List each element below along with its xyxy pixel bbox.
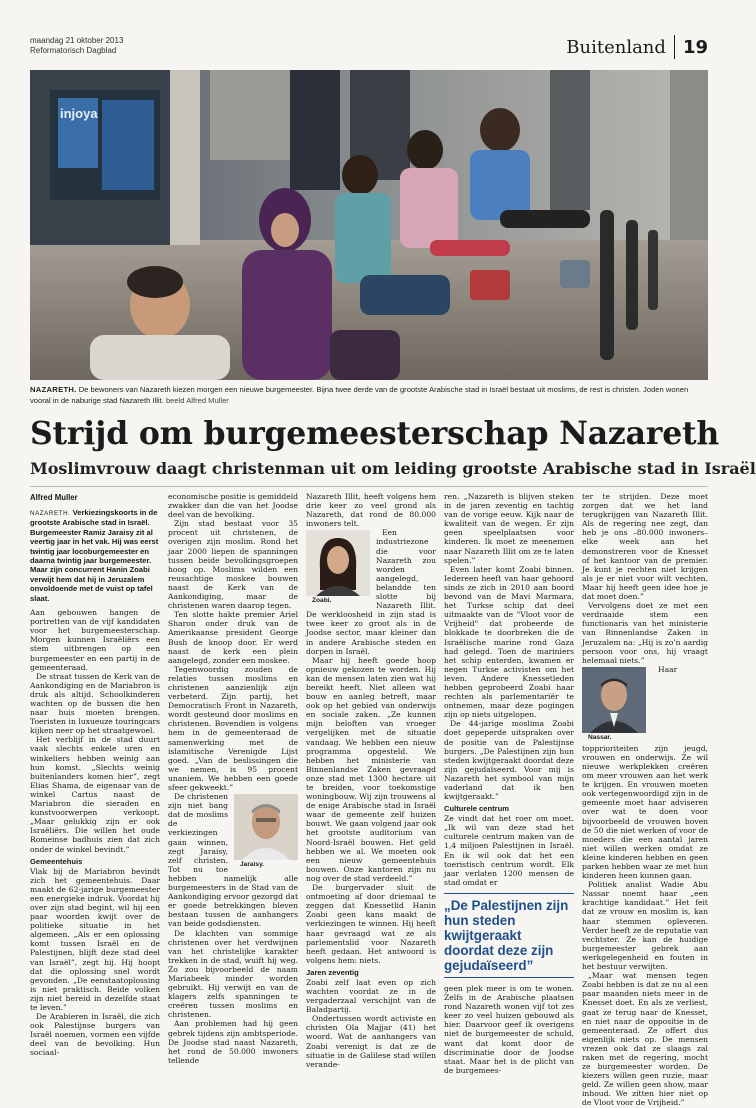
paragraph: Politiek analist Wadie Abu Nassar noemt haar „een krachtige kandidaat.” Het feit dat ze vrouw en moslim is, kan haar stemmen opleveren. Verder heeft ze de reputatie van vechtster. Ze kan de huidige burgemeester gebrek aan werkgelegenheid en fouten in het bestuur verwijten. <box>582 880 708 972</box>
article-column-3 <box>306 492 436 1069</box>
photo-caption <box>30 384 708 406</box>
paragraph: Het verblijf in de stad duurt vaak slechts enkele uren en winkeliers hebben weinig aan hun komst. „Slechts weinig buitenlanders komen hier”, zegt Elias Shama, de eigenaar van de winkel Cartus naast de Mariabron die sieraden en kunstvoorwerpen verkoopt. „Maar gelukkig zijn er ook Israëliërs. Die willen het oude Romeinse badhuis zien dat zich onder de winkel bevindt.” <box>30 735 160 854</box>
lead-text: Verkiezingskoorts in de grootste Arabische stad in Israël. Burgemeester Ramiz Jaraisy zit al veertig jaar in het vak. Hij was eerst twintig jaar locoburgemeester en daarna twintig jaar burgemeester. Maar zijn concurrent Hanin Zoabi verwijt hem dat hij in Jeruzalem onvoldoende met de vuist op tafel slaat. <box>30 508 159 603</box>
byline: Alfred Muller <box>30 493 78 502</box>
paragraph: Vervolgens doet ze met een verdraaide stem een functionaris van het ministerie van Binnenlandse Zaken in Jeruzalem na: „Hij is zo’n aardig persoon voor ons, hij vraagt helemaal niets.” <box>582 601 708 665</box>
portrait-caption: Jaraisy. <box>240 861 265 869</box>
dateline: NAZARETH. <box>30 510 71 517</box>
paragraph: De Arabieren in Israël, die zich ook Palestijnse burgers van Israël noemen, vormen een vijfde deel van de bevolking. Hun sociaal- <box>30 1012 160 1058</box>
portrait-photo <box>582 667 646 733</box>
headline-rule <box>30 486 708 487</box>
paragraph: Aan gebouwen hangen de portretten van de vijf kandidaten voor het burgemeesterschap. Morgen kunnen Israëliërs een stem uitbrengen op een burgemeester en een partij in de gemeenteraad. <box>30 608 160 672</box>
paragraph <box>168 792 298 928</box>
article-lead <box>30 508 160 603</box>
paragraph: ter te strijden. Deze moet zorgen dat we het land terugkrijgen van Nazareth Illit. Als de regering nee zegt, dan heb je ons –80.000 inwoners– elke week aan het demonstreren voor de Knesset of het kantoor van de premier. Je kunt je rechten niet krijgen als je er niet voor wilt vechten. Maar hij heeft geen idee hoe je dat moet doen.” <box>582 492 708 602</box>
subheading: Culturele centrum <box>444 804 509 814</box>
paragraph: „Maar wat mensen tegen Zoabi hebben is dat ze nu al een paar maanden niets meer in de Knesset doet. En als ze verliest, gaat ze terug naar de Knesset, en niet naar de oppositie in de gemeenteraad. Ze offert dus eigenlijk niets op. De mensen vrezen ook dat ze slaags zal raken met de regering, mocht ze burgemeester worden. De kiezers willen geen ruzie, maar geld. Ze willen geen show, maar inhoud. We zitten hier niet op de Vloot voor de Vrijheid.” <box>582 971 708 1108</box>
shop-sign-text: injoya <box>60 106 98 121</box>
woman-portrait-image <box>306 530 370 596</box>
headline: Strijd om burgemeesterschap Nazareth <box>30 415 720 452</box>
paragraph: ren. „Nazareth is blijven steken in de jaren zeventig en tachtig van de vorige eeuw. Kijk naar de kwaliteit van de wegen. Er zijn geen speelplaatsen voor kinderen. Ik moet ze meenemen naar Nazareth Illit om ze te laten spelen.” <box>444 492 574 565</box>
section-header <box>566 34 708 60</box>
paragraph: Nazareth Illit, heeft volgens hem drie keer zo veel grond als Nazareth, dat rond de 80.000 inwoners telt. <box>306 492 436 529</box>
paragraph-text: De christenen zijn niet bang dat de moslims de verkiezingen gaan winnen, zegt Jaraisy, zelf christen. Tot nu toe hebben namelijk alle burgemeesters in de Stad van de Aankondiging ervoor gezorgd dat er goede betrekkingen bleven bestaan tussen de aanhangers van beide godsdiensten. <box>168 792 298 929</box>
portrait-caption: Nassar. <box>588 733 612 741</box>
subheading: Jaren zeventig <box>306 967 359 977</box>
newspaper-name: Reformatorisch Dagblad <box>30 46 117 55</box>
caption-text: De bewoners van Nazareth kiezen morgen een nieuwe burgemeester. Bijna twee derde van de grootste Arabische stad in Israël bestaat uit moslims, de rest is christen. Joden wonen vooral in de naburige stad Nazareth Illit. <box>30 385 689 405</box>
paragraph: Zijn stad bestaat voor 35 procent uit christenen, de overigen zijn moslim. Rond het jaar 2000 liepen de spanningen tussen beide bevolkingsgroepen hoog op. Moslims wilden een reusachtige moskee bouwen naast de Kerk van de Aankondiging, maar de christenen waren daarop tegen. <box>168 519 298 611</box>
issue-date: maandag 21 oktober 2013 <box>30 36 124 45</box>
paragraph: De burgervader sluit de ontmoeting af door driemaal te zeggen dat Knessetlid Hanin Zoabi geen kans maakt de verkiezingen te winnen. Hij heeft haar gevraagd wat ze als parlementslid voor Nazareth heeft gedaan. Het antwoord is volgens hem: niets. <box>306 883 436 965</box>
photo-credit: beeld Alfred Muller <box>165 396 229 405</box>
article-column-1 <box>30 492 160 1058</box>
paragraph-text: Een industriezone die voor Nazareth zou worden aangelegd, belandde ten slotte bij Nazareth Illit. De werkloosheid in zijn stad is twee keer zo groot als in de Joodse sector, maar kleiner dan in andere Arabische steden en dorpen in Israël. <box>306 528 436 656</box>
paragraph <box>306 528 436 655</box>
paragraph: De klachten van sommige christenen over het verdwijnen van het christelijke karakter trekken in de stad, wuift hij weg. Zo zou bijvoorbeeld de naam Mariabeek minder worden gebruikt. Hij verwijt en van de klagers zelfs spanningen te creëren tussen moslims en christenen. <box>168 928 298 1020</box>
main-photo <box>30 70 708 380</box>
article-column-2 <box>168 492 298 1065</box>
paragraph: Zoabi zelf laat even op zich wachten voordat ze in de vergaderzaal verschijnt van de Baladpartij. <box>306 977 436 1015</box>
masthead-dateline <box>30 36 123 56</box>
paragraph: Ze vindt dat het roer om moet. „Ik wil van deze stad het culturele centrum maken van de 1,4 miljoen Palestijnen in Israël. En ik wil ook dat het een toeristisch centrum wordt. Elk jaar verlaten 1200 mensen de stad omdat er <box>444 814 574 887</box>
pull-quote: „De Palestijnen zijn hun steden kwijtgeraakt doordat deze zijn gejudaïseerd” <box>444 893 574 978</box>
paragraph: Vlak bij de Mariabron bevindt zich het gemeentehuis. Daar maakt de 62-jarige burgemeester een energieke indruk. Voordat hij over zijn stad begint, wil hij een paar woorden kwijt over de politieke situatie in het algemeen. „Als er een oplossing komt tussen Israël en de Palestijnen, blijft deze stad deel van Israël”, zegt hij. Hij hoopt dat die oplossing snel wordt gevonden. „De eenstaatoplossing is niet praktisch. Beide volken zijn niet bereid in dezelfde staat te leven.” <box>30 866 160 1012</box>
article-column-5 <box>582 492 708 1108</box>
paragraph-text: Haar topprioriteiten zijn jeugd, vrouwen en onderwijs. Ze wil nieuwe werkplekken creëren om meer vrouwen aan het werk te krijgen. En vrouwen moeten ook vertegenwoordigd zijn in de gemeente moet haar adviseren over wat te doen voor bijvoorbeeld de vrouwen boven de 50 die niet werken of voor de moeders die een aantal jaren niet willen werken omdat ze kleine kinderen hebben en geen parken hebben waar ze met hun kinderen heen kunnen gaan. <box>582 664 708 881</box>
article-column-4 <box>444 492 574 1075</box>
street-scene-image <box>30 70 708 380</box>
portrait-nassar <box>582 667 646 742</box>
paragraph: Ten slotte hakte premier Ariel Sharon onder druk van de Amerikaanse president George Bush de knoop door. Er werd naast de kerk een plein aangelegd, zonder een moskee. <box>168 610 298 665</box>
paragraph: economische positie is gemiddeld zwakker dan die van het Joodse deel van de bevolking. <box>168 492 298 520</box>
paragraph: Tegenwoordig zouden de relaties tussen moslims en christenen aanzienlijk zijn verbeterd. Zijn partij, het Democratisch Front in Nazareth, wordt gesteund door moslims en christenen. Bovendien is volgens hem in de gemeenteraad de samenwerking met de islamitische Verenigde Lijst goed. „Van de beslissingen die we nemen, is 95 procent unaniem. We hebben een goede sfeer gekweekt.” <box>168 664 298 792</box>
paragraph: De 44-jarige moslima Zoabi doet gepeperde uitspraken over de positie van de Palestijnse burgers. „De Palestijnen zijn hun steden kwijtgeraakt doordat deze zijn gejudaïseerd. Voor mij is Nazareth het symbool van mijn vaderland dat ik ben kwijtgeraakt.” <box>444 719 574 802</box>
paragraph: De straat tussen de Kerk van de Aankondiging en de Mariabron is druk als altijd. Schoolkinderen wachten op de bussen die hen naar huis moeten brengen. Toeristen in luxueuze touringcars kijken neer op het straatgewoel. <box>30 671 160 736</box>
paragraph: Maar hij heeft goede hoop opnieuw gekozen te worden. Hij kan de mensen laten zien wat hij bereikt heeft. Niet alleen wat bouw en aanleg betreft, maar ook op het gebied van onderwijs en sociale zaken. „Ze kunnen mijn beloften van vroeger vergelijken met de situatie vandaag. We hebben een nieuw programma opgesteld. We hebben het ministerie van Binnenlandse Zaken gevraagd onze stad met 1300 hectare uit te breiden, voor toekomstige woningbouw. Wij zijn trouwens al de enige Arabische stad in Israël waar de gemeente zelf huizen bouwt. We gaan volgend jaar ook het grootste auditorium van Noord-Israël bouwen. Het geld hebben we al. We moeten ook een nieuw gemeentehuis bouwen. Onze kantoren zijn nu nog over de stad verdeeld.” <box>306 655 436 883</box>
man-portrait-image <box>234 794 298 860</box>
paragraph: geen plek meer is om te wonen. Zelfs in de Arabische plaatsen rond Nazareth wonen vijf tot zes keer zo veel huizen gebouwd als hier. Daarvoor geef ik overigens niet de burgemeester de schuld, want dat komt door de discriminatie door de Joodse staat. Maar het is de plicht van de burgemees- <box>444 983 574 1075</box>
paragraph: Even later komt Zoabi binnen. Iedereen heeft van haar gehoord sinds ze zich in 2010 aan boord bevond van de Mavi Marmara, het Turkse schip dat deel uitmaakte van de "Vloot voor de Vrijheid" dat probeerde de blokkade te doorbreken die de Israëlische marine rond Gaza had gelegd. Toen de mariniers het schip enterden, kwamen er negen Turkse activisten om het leven. Andere Knessetleden hebben geprobeerd Zoabi haar rechten als parlementariër te ontnemen, maar deze pogingen zijn op niets uitgelopen. <box>444 564 574 720</box>
subheading: Gemeentehuis <box>30 856 83 866</box>
paragraph: Aan problemen had hij geen gebrek tijdens zijn ambtsperiode. De Joodse stad naast Nazareth, het rond de 50.000 inwoners tellende <box>168 1019 298 1065</box>
paragraph <box>582 665 708 880</box>
paragraph: Ondertussen wordt activiste en christen Ola Majjar (41) het woord. Wat de aanhangers van Zoabi verenigt is dat ze de situatie in de Galilese stad willen verande- <box>306 1014 436 1069</box>
portrait-caption: Zoabi. <box>312 597 332 605</box>
portrait-jaraisy <box>234 794 298 869</box>
portrait-zoabi <box>306 530 370 605</box>
subheadline: Moslimvrouw daagt christenman uit om leiding grootste Arabische stad in Israël <box>30 459 756 478</box>
section-name: Buitenland <box>566 36 666 58</box>
portrait-photo <box>306 530 370 596</box>
man-portrait-image <box>582 667 646 733</box>
caption-place: NAZARETH. <box>30 385 77 394</box>
page-number: 19 <box>682 36 708 58</box>
portrait-photo <box>234 794 298 860</box>
